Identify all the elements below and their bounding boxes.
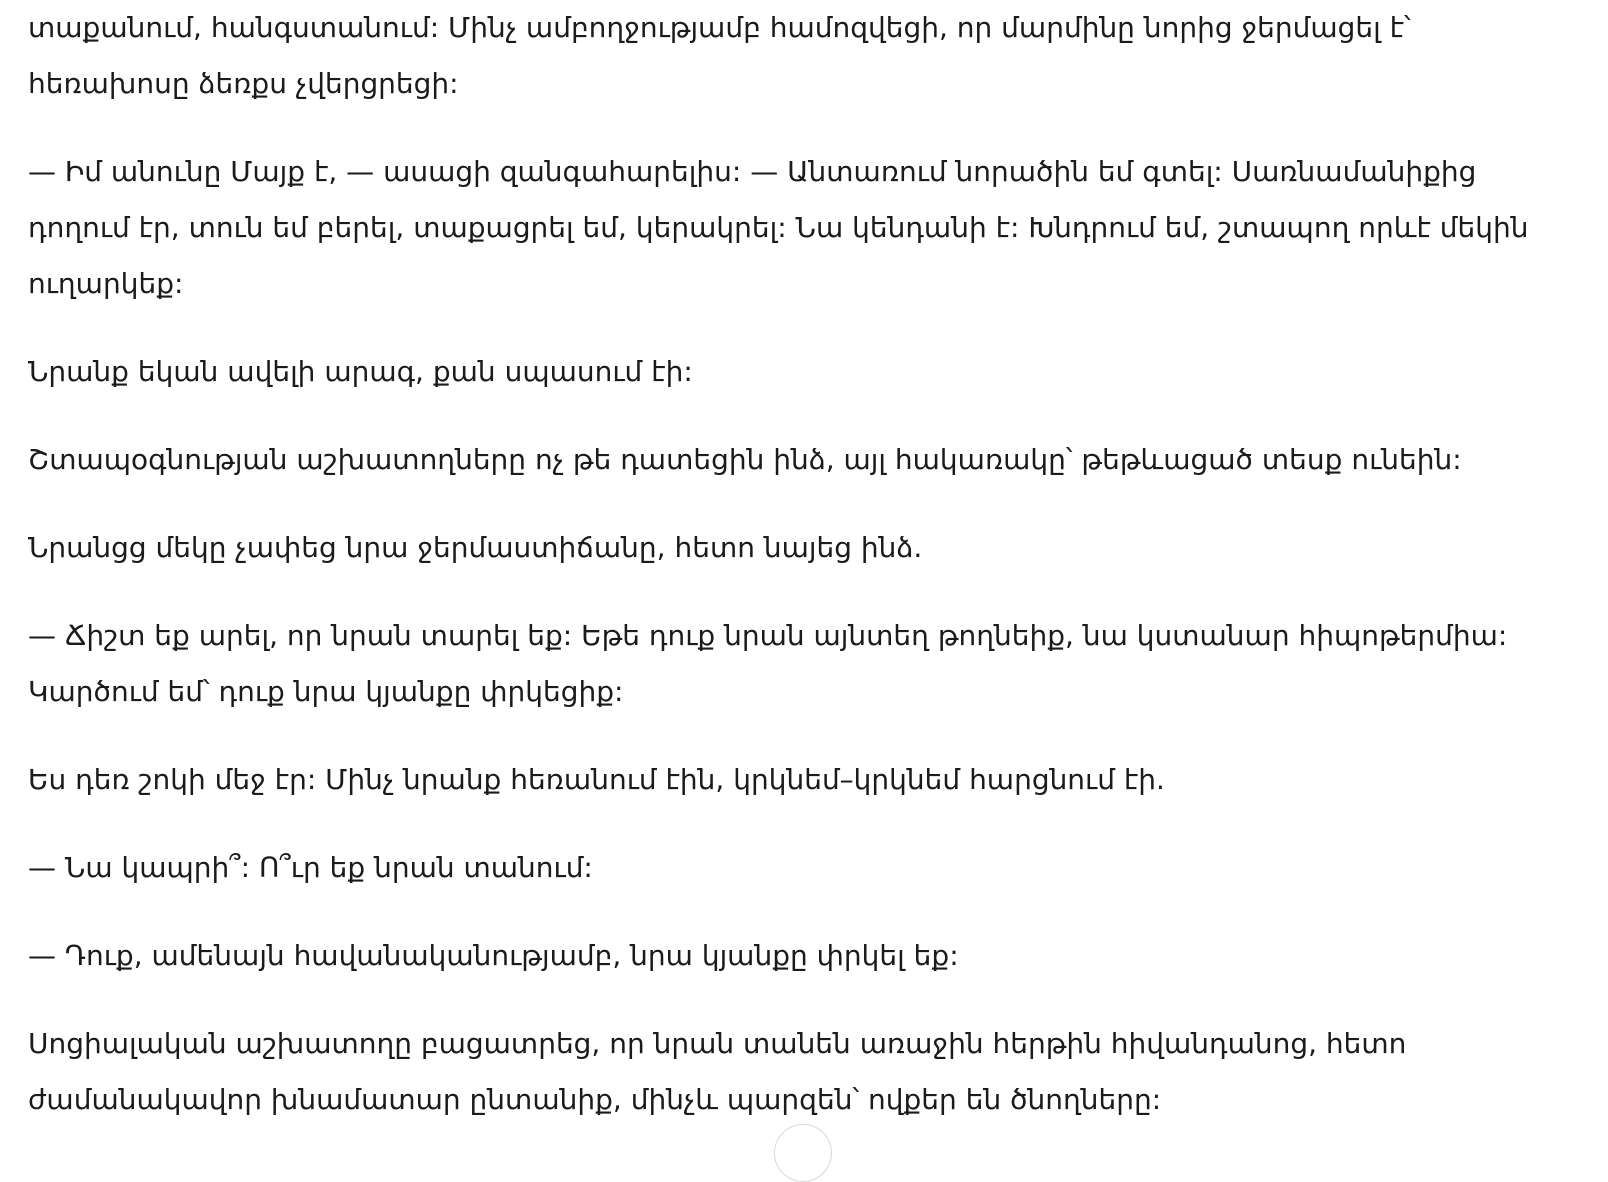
text-line: — Նա կապրի՞: Ո՞ւր եք նրան տանում:: [28, 851, 593, 884]
paragraph-spacer: [28, 400, 1580, 432]
paragraph: [28, 0, 1580, 112]
paragraph-spacer: [28, 488, 1580, 520]
paragraph: [28, 432, 1580, 488]
text-line: տաքանում, հանգստանում: Մինչ ամբողջությամբ համոզվեցի, որ մարմինը նորից ջերմացել է՝: [28, 11, 1411, 44]
text-line: Կարծում եմ՝ դուք նրա կյանքը փրկեցիք:: [28, 675, 624, 708]
text-line: դողում էր, տուն եմ բերել, տաքացրել եմ, կերակրել: Նա կենդանի է: Խնդրում եմ, շտապող որևէ մեկին: [28, 211, 1529, 244]
paragraph: [28, 752, 1580, 808]
text-line: Նրանցց մեկը չափեց նրա ջերմաստիճանը, հետո նայեց ինձ.: [28, 531, 923, 564]
text-line: — Դուք, ամենայն հավանականությամբ, նրա կյանքը փրկել եք:: [28, 939, 959, 972]
paragraph-spacer: [28, 984, 1580, 1016]
article-body: [28, 0, 1580, 1128]
text-line: — Իմ անունը Մայք է, — ասացի զանգահարելիս: — Անտառում նորածին եմ գտել: Սառնամանիքից: [28, 155, 1477, 188]
paragraph: [28, 144, 1580, 312]
text-line: Շտապօգնության աշխատողները ոչ թե դատեցին ինձ, այլ հակառակը՝ թեթևացած տեսք ունեին:: [28, 443, 1462, 476]
paragraph: [28, 520, 1580, 576]
paragraph: [28, 1016, 1580, 1128]
paragraph-spacer: [28, 808, 1580, 840]
scroll-down-button[interactable]: [774, 1124, 832, 1182]
paragraph: [28, 344, 1580, 400]
paragraph-spacer: [28, 312, 1580, 344]
text-line: հեռախոսը ձեռքս չվերցրեցի:: [28, 67, 459, 100]
paragraph-spacer: [28, 576, 1580, 608]
text-line: Ես դեռ շոկի մեջ էր: Մինչ նրանք հեռանում էին, կրկնեմ–կրկնեմ հարցնում էի.: [28, 763, 1165, 796]
paragraph: [28, 928, 1580, 984]
paragraph: [28, 608, 1580, 720]
paragraph-spacer: [28, 112, 1580, 144]
text-line: — Ճիշտ եք արել, որ նրան տարել եք: Եթե դուք նրան այնտեղ թողնեիք, նա կստանար հիպոթերմիա:: [28, 619, 1508, 652]
paragraph-spacer: [28, 896, 1580, 928]
text-line: Սոցիալական աշխատողը բացատրեց, որ նրան տանեն առաջին հերթին հիվանդանոց, հետո: [28, 1027, 1407, 1060]
text-line: Նրանք եկան ավելի արագ, քան սպասում էի:: [28, 355, 693, 388]
paragraph: [28, 840, 1580, 896]
text-line: ուղարկեք:: [28, 267, 184, 300]
text-line: ժամանակավոր խնամատար ընտանիք, մինչև պարզեն՝ ովքեր են ծնողները:: [28, 1083, 1162, 1116]
paragraph-spacer: [28, 720, 1580, 752]
